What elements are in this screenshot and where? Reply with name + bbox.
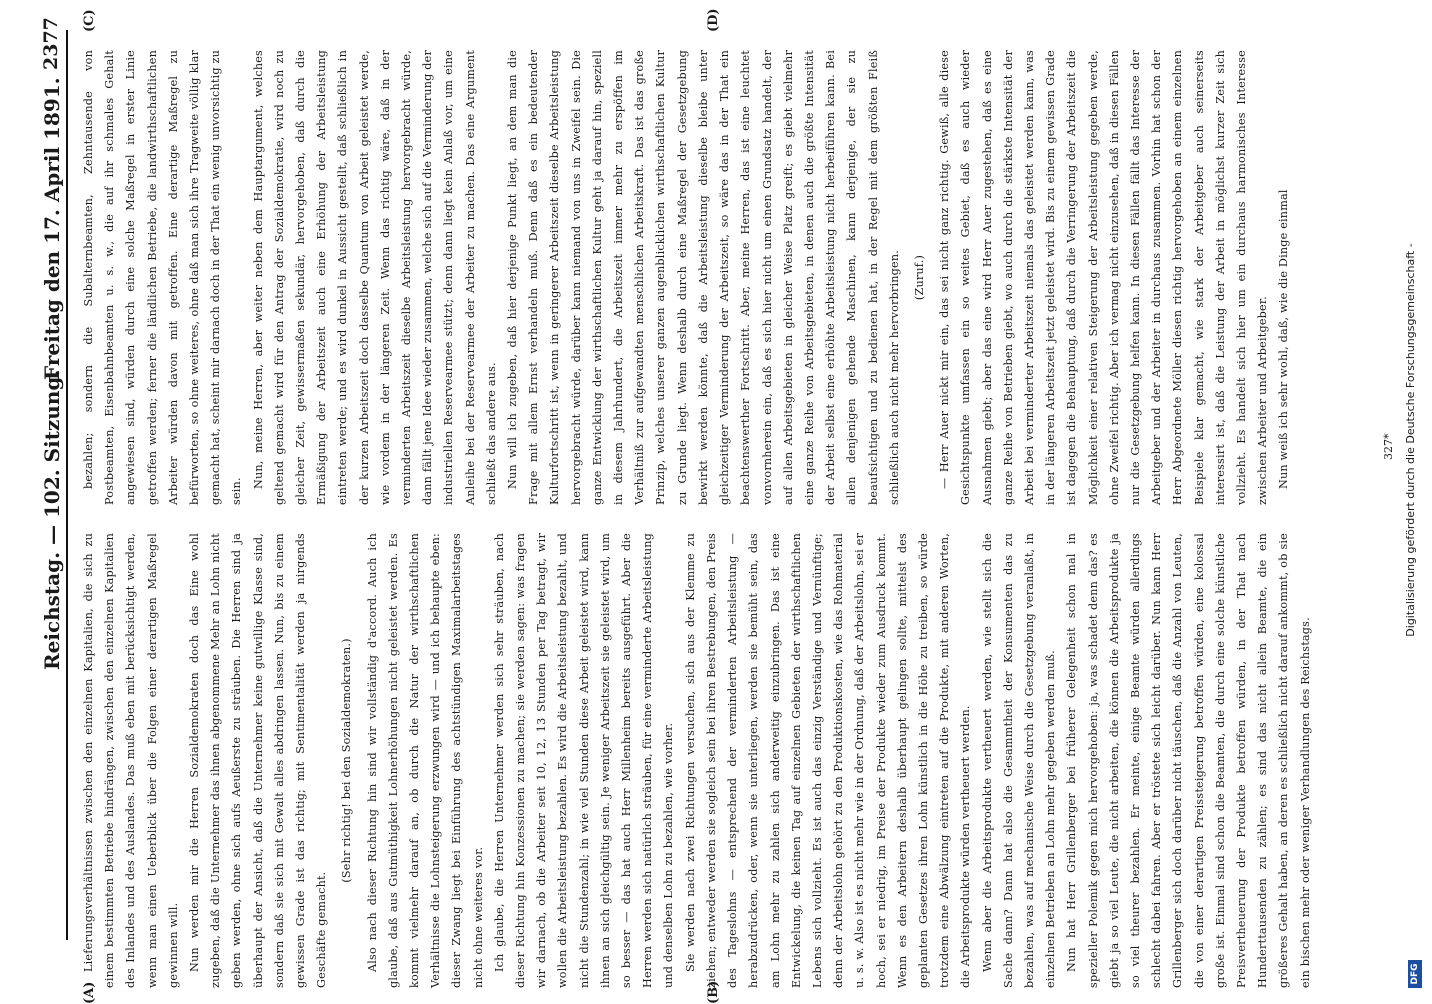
signature-mark: 327* (1382, 433, 1395, 460)
margin-letter-d: (D) (706, 8, 721, 32)
header-session: Reichstag. — 102. Sitzung. (40, 369, 64, 670)
paragraph: Sie werden nach zwei Richtungen versuchen, sich aus der Klemme zu ziehen; entweder werden sie sogleich sein bei ihren Bestrebungen, den Preis des Tageslohns — entsprechend der verminderten Arbeitsleistung — herabzudrücken, oder, wenn sie unterliegen, werden sie bemüht sein, das am Lohn mehr zu zahlen sich anderweitig einzubringen. Das ist eine Entwickelung, die keinen Tag auf einzelnen Gebieten der wirthschaftlichen Lebens sich vollzieht. Es ist auch das einzig Verständige und Vernünftige; denn der Arbeitslohn gehört zu den Produktionskosten, wie das Rohmaterial u. s. w. Also ist es nicht mehr wie in der Ordnung, daß der Arbeitslohn, sei er hoch, sei er niedrig, im Preise der Produkte wieder zum Ausdruck kommt. Wenn es den Arbeitern deshalb überhaupt gelingen sollte, mittelst des geplanten Gesetzes ihren Lohn künstlich in die Höhe zu treiben, so würde trotzdem eine Abwälzung eintreten auf die Produkte, mit anderen Worten, die Arbeitsprodukte würden vertheuert werden. (683, 533, 973, 988)
margin-letter-a: (A) (82, 981, 97, 1004)
right-column (78, 50, 1295, 505)
paragraph: Nun hat Herr Grillenberger bei früherer Gelegenheit schon mal in spezieller Polemik gegen mich hervorgehoben: ja, was schadet denn das? es giebt ja so viel Leute, die nicht arbeiten, die können die Arbeitsprodukte ja so viel theurer bezahlen. Er meinte, einige Beamte würden allerdings schlecht dabei fahren. Aber er tröstete sich leicht darüber. Nun kann Herr Grillenberger sich doch darüber nicht täuschen, daß die Anzahl von Leuten, die von einer derartigen Preissteigerung betroffen würden, eine kolossal große ist. Einmal sind schon die Beamten, die durch eine solche künstliche Preisvertheuerung der Produkte betroffen würden, in der That nach Hunderttausenden zu zählen; es sind das nicht allein Beamte, die ein größeres Gehalt haben, an deren es schließlich nicht darauf ankommt, ob sie ein bischen mehr oder weniger Verhandlungen des Reichstags. (1065, 533, 1312, 988)
paragraph: Nun werden mir die Herren Sozialdemokraten doch das Eine wohl zugeben, daß die Unternehmer das ihnen abgenommene Mehr an Lohn nicht geben werden, ohne sich aufs Aeußerste zu sträuben. Die Herren sind ja überhaupt der Ansicht, daß die Unternehmer keine gutwillige Klasse sind, sondern daß sie sich mit Gewalt alles abdringen lassen. Nun, bis zu einem gewissen Grade ist das richtig; mit Sentimentalität werden ja nirgends Geschäfte gemacht. (188, 533, 329, 988)
digitization-note: Digitalisierung gefördert durch die Deutsche Forschungsgemeinschaft - (1404, 243, 1417, 637)
interjection: (Zuruf.) (912, 254, 926, 301)
paragraph: Also nach dieser Richtung hin sind wir vollständig d'accord. Auch ich glaube, daß aus Gutmüthigkeit Lohnerhöhungen nicht geleistet werden. Es kommt vielmehr darauf an, ob durch die Natur der wirthschaftlichen Verhältnisse die Lohnsteigerung erzwungen wird — und ich behaupte eben: dieser Zwang liegt bei Einführung des achtstündigen Maximalarbeitstages nicht ohne weiteres vor. (365, 533, 485, 988)
paragraph: Ich glaube, die Herren Unternehmer werden sich sehr sträuben, nach dieser Richtung hin Konzessionen zu machen; sie werden sagen: was fragen wir darnach, ob die Arbeiter seit 10, 12, 13 Stunden per Tag betragt, wir wollen die Arbeitsleistung bezahlen. Es wird die Arbeitsleistung bezahlt, und nicht die Stundenzahl; in wie viel Stunden diese Arbeit geleistet wird, kann ihnen an sich gleichgültig sein. Je weniger Arbeitszeit sie geleistet wird, um so besser — das hat auch Herr Millenheim bereits ausgeführt. Aber die Herren werden sich natürlich sträuben, für eine verminderte Arbeitsleistung und denselben Lohn zu bezahlen, wie vorher. (492, 533, 676, 988)
left-column (78, 533, 1316, 988)
paragraph: Nun weiß ich sehr wohl, daß, wie die Dinge einmal (1277, 189, 1291, 489)
dfg-logo: DFG (1408, 960, 1422, 988)
paragraph: Lieferungsverhältnissen zwischen den einzelnen Kapitalien, die sich zu einem bestimmten Betriebe hindrängen, zwischen den einzelnen Kapitalien des Inlandes und des Auslandes. Das muß eben mit berücksichtigt werden, wenn man einen Ueberblick über die Folgen einer derartigen Maßregel gewinnen will. (82, 533, 180, 988)
page-header (0, 0, 70, 1000)
header-rule (66, 30, 68, 940)
page-number: 2377 (40, 17, 62, 70)
margin-letter-c: (C) (82, 9, 97, 32)
paragraph: bezahlen; sondern die Subalternbeamten, Zehntausende von Postbeamten, Eisenbahnbeamten u. s. w., die auf ihr schmales Gehalt angewiesen sind, würden durch eine solche Maßregel in erster Linie getroffen werden; ferner die ländlichen Betriebe, die landwirthschaftlichen Arbeiter würden davon mit getroffen. Eine derartige Maßregel zu befürworten, so ohne weiteres, ohne daß man sich ihre Tragweite völlig klar gemacht hat, scheint mir darnach doch in der That ein wenig unvorsichtig zu sein. (82, 50, 244, 505)
interjection: (Sehr richtig! bei den Sozialdemokraten.) (340, 638, 354, 883)
margin-letter-b: (B) (706, 980, 721, 1004)
paragraph: Nun will ich zugeben, daß hier derjenige Punkt liegt, an dem man die Frage mit allem Ernst verhandeln muß. Denn daß es ein bedeutender Kulturfortschritt ist, wenn in geringerer Arbeitszeit dieselbe Arbeitsleistung hervorgebracht würde, darüber kann niemand von uns in Zweifel sein. Die ganze Entwicklung der wirthschaftlichen Kultur geht ja darauf hin, speziell in diesem Jahrhundert, die Arbeitszeit immer mehr zu erspöffen im Verhältniß zur aufgewandten menschlichen Arbeitskraft. Das ist das große Prinzip, welches unserer ganzen augenblicklichen wirthschaftlichen Kultur zu Grunde liegt. Wenn deshalb durch eine Maßregel der Gesetzgebung bewirkt werden könnte, daß die Arbeitsleistung dieselbe bleibe unter gleichzeitiger Verminderung der Arbeitszeit, so wäre das in der That ein beachtenswerther Fortschritt. Aber, meine Herren, das ist eine leuchtet vonvornherein ein, daß es sich hier nicht um einen Grundsatz handelt, der auf allen Arbeitsgebieten in gleicher Weise Platz greift; es giebt vielmehr eine ganze Reihe von Arbeitsgebieten, in denen auch die größte Intensität der Arbeit selbst eine erhöhte Arbeitsleistung nicht herbeiführen kann. Bei allen denjenigen gehende Maschinen, kann derjenige, der sie zu beaufsichtigen und zu bedienen hat, in der Regel mit dem größten Fleiß schließlich auch nicht mehr hervorbringen. (506, 50, 901, 505)
paragraph: Wenn aber die Arbeitsprodukte vertheuert werden, wie stellt sich die Sache dann? Dann hat also die Gesammtheit der Konsumenten das zu bezahlen, was auf mechanische Weise durch die Gesetzgebung veranlaßt, in einzelnen Betrieben an Lohn mehr gegeben werden muß. (980, 533, 1058, 988)
header-date: Freitag den 17. April 1891. (40, 77, 64, 380)
paragraph: — Herr Auer nickt mir ein, das sei nicht ganz richtig. Gewiß, alle diese Gesichtspunkte umfassen ein so weites Gebiet, daß es auch wieder Ausnahmen giebt; aber das eine wird Herr Auer zugestehen, daß es eine ganze Reihe von Betrieben giebt, wo auch durch die stärkste Intensität der Arbeit bei verminderter Arbeitszeit niemals das geleistet werden kann, was in der längeren Arbeitszeit jetzt geleistet wird. Bis zu einem gewissen Grade ist dagegen die Behauptung, daß durch die Verringerung der Arbeitszeit die Möglichkeit einer relativen Steigerung der Arbeitsleistung gegeben werde, ohne Zweifel richtig. Aber ich vermag nicht einzusehen, daß in diesen Fällen nur die Gesetzgebung helfen kann. In diesen Fällen fällt das Interesse der Arbeitgeber und der Arbeiter in durchaus zusammen. Vorhin hat schon der Herr Abgeordnete Möller diesen richtig hervorgehoben an einem einzelnen Beispiele klar gemacht, wie stark der Arbeitgeber auch seinerseits interessirt ist, daß die Leistung der Arbeit in möglichst kurzer Zeit sich vollzieht. Es handelt sich hier um ein durchaus harmonisches Interesse zwischen Arbeiter und Arbeitgeber. (938, 50, 1270, 505)
paragraph: Nun, meine Herren, aber weiter neben dem Hauptargument, welches geltend gemacht wird für den Antrag der Sozialdemokratie, wird noch zu gleicher Zeit, gewissermaßen sekundär, hervorgehoben, daß durch die Ermäßigung der Arbeitszeit auch eine Erhöhung der Arbeitsleistung eintreten werde; und es wird dunkel in Aussicht gestellt, daß schließlich in der kurzen Arbeitszeit doch dasselbe Quantum von Arbeit geleistet werde, wie vordem in der längeren Zeit. Wenn das richtig wäre, daß in der verminderten Arbeitszeit dieselbe Arbeitsleistung hervorgebracht würde, dann fällt jene Idee wieder zusammen, welche sich auf die Verminderung der industriellen Reservearmee stützt; denn dann liegt kein Anlaß vor, um eine Anleihe bei der Reservearmee der Arbeiter zu machen. Das eine Argument schließt das andere aus. (251, 50, 498, 505)
